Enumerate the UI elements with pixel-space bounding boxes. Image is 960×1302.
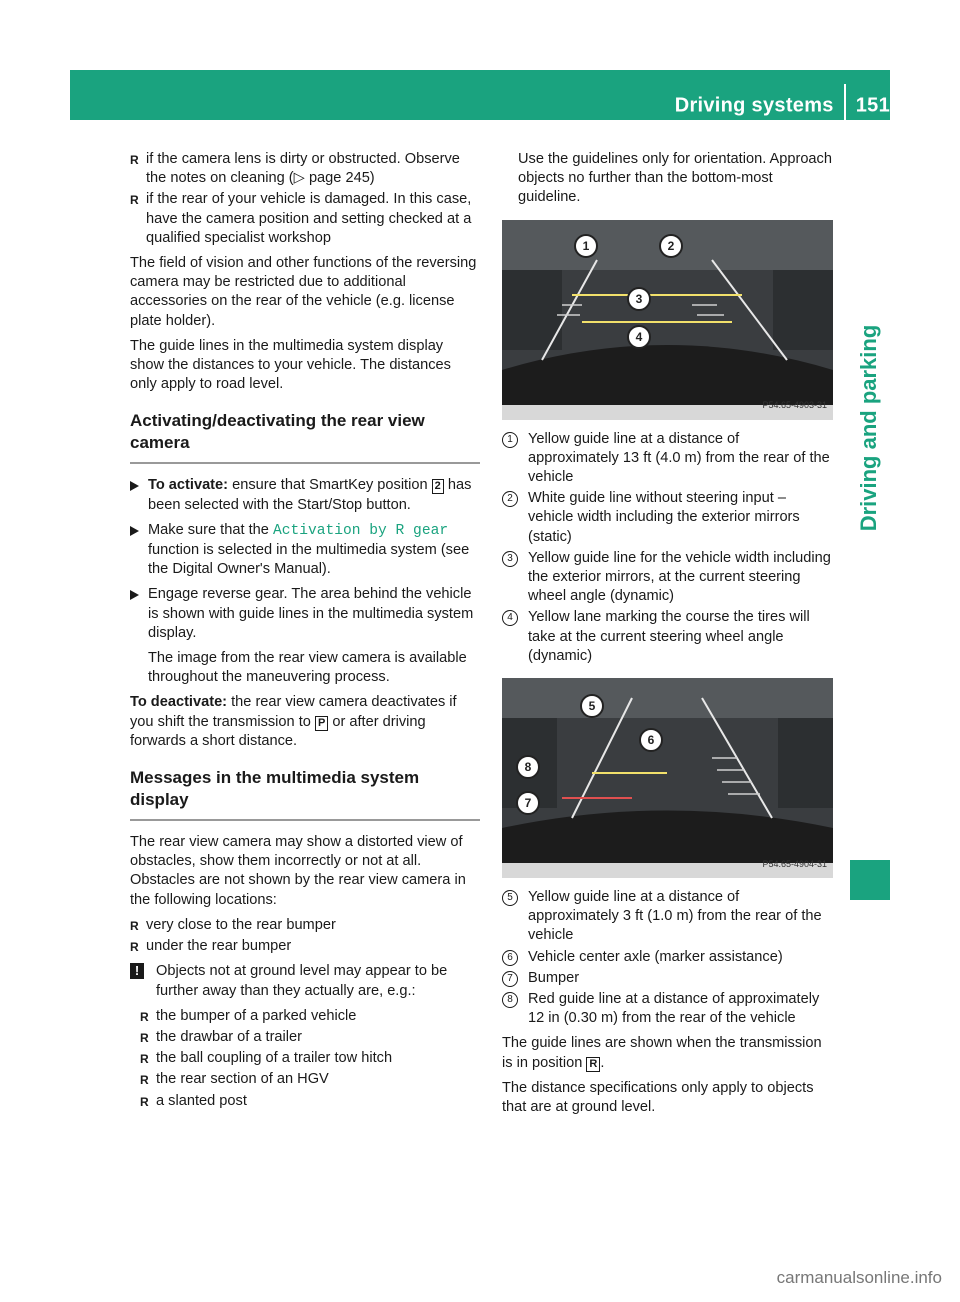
paragraph: Use the guidelines only for orientation. Approach objects no further than the bottom-most guideline. bbox=[518, 151, 832, 206]
gear-position-box: R bbox=[586, 1057, 600, 1072]
camera-image-1 bbox=[502, 220, 833, 420]
callout-4: 4 bbox=[627, 325, 651, 349]
camera-image-2 bbox=[502, 678, 833, 878]
list-item: R the ball coupling of a trailer tow hitch bbox=[130, 1049, 480, 1068]
gear-position-box: P bbox=[315, 716, 328, 731]
list-item: R the drawbar of a trailer bbox=[130, 1028, 480, 1047]
legend-item: 8 Red guide line at a distance of approximately 12 in (0.30 m) from the rear of the vehicle bbox=[502, 990, 834, 1028]
list-item: R if the rear of your vehicle is damaged. In this case, have the camera position and setting checked at a qualified specialist workshop bbox=[130, 190, 480, 248]
function-name: Activation by R gear bbox=[272, 522, 449, 539]
legend-item: 3 Yellow guide line for the vehicle width including the exterior mirrors, at the current steering wheel angle (dynamic) bbox=[502, 549, 834, 607]
legend-item: 2 White guide line without steering input – vehicle width including the exterior mirrors (static) bbox=[502, 489, 834, 547]
warning-note: ! Objects not at ground level may appear to be further away than they actually are, e.g.: bbox=[130, 962, 480, 1000]
legend-item: 1 Yellow guide line at a distance of approximately 13 ft (4.0 m) from the rear of the vehicle bbox=[502, 430, 834, 488]
step-item: Engage reverse gear. The area behind the vehicle is shown with guide lines in the multimedia system display. The image from the rear view camera is available throughout the maneuvering process. bbox=[130, 585, 480, 687]
legend-item: 5 Yellow guide line at a distance of approximately 3 ft (1.0 m) from the rear of the vehicle bbox=[502, 888, 834, 946]
key-position-box: 2 bbox=[432, 479, 444, 494]
legend-item: 7 Bumper bbox=[502, 969, 834, 988]
section-heading: Activating/deactivating the rear view camera bbox=[130, 410, 480, 464]
callout-1: 1 bbox=[574, 234, 598, 258]
paragraph: The rear view camera may show a distorted view of obstacles, show them incorrectly or not at all. Obstacles are not shown by the rear view camera in the following locations: bbox=[130, 834, 466, 908]
callout-7: 7 bbox=[516, 791, 540, 815]
step-item: To activate: ensure that SmartKey position 2 has been selected with the Start/Stop button. bbox=[130, 476, 480, 514]
list-item: R a slanted post bbox=[130, 1092, 480, 1111]
side-tab-marker bbox=[850, 860, 890, 900]
paragraph: The distance specifications only apply to objects that are at ground level. bbox=[502, 1079, 814, 1116]
callout-2: 2 bbox=[659, 234, 683, 258]
step-item: Make sure that the Activation by R gear function is selected in the multimedia system (see the Digital Owner's Manual). bbox=[130, 521, 480, 580]
legend-item: 6 Vehicle center axle (marker assistance) bbox=[502, 948, 834, 967]
left-column bbox=[130, 150, 480, 1113]
page-number: 151 bbox=[855, 94, 890, 117]
paragraph: The field of vision and other functions of the reversing camera may be restricted due to additional accessories on the rear of the vehicle (e.g. license plate holder). bbox=[130, 255, 477, 329]
paragraph: To deactivate: the rear view camera deactivates if you shift the transmission to P or after driving forwards a short distance. bbox=[130, 694, 457, 749]
callout-6: 6 bbox=[639, 728, 663, 752]
right-column bbox=[502, 150, 834, 1123]
list-item: R under the rear bumper bbox=[130, 937, 480, 956]
section-title: Driving systems bbox=[674, 94, 834, 117]
list-item: R very close to the rear bumper bbox=[130, 916, 480, 935]
callout-5: 5 bbox=[580, 694, 604, 718]
callout-3: 3 bbox=[627, 287, 651, 311]
list-item: R the bumper of a parked vehicle bbox=[130, 1007, 480, 1026]
legend-item: 4 Yellow lane marking the course the tires will take at the current steering wheel angle (dynamic) bbox=[502, 608, 834, 666]
image-caption: P54.65-4903-31 bbox=[762, 400, 827, 411]
list-item: R if the camera lens is dirty or obstructed. Observe the notes on cleaning (▷ page 245) bbox=[130, 150, 480, 188]
paragraph: The guide lines are shown when the transmission is in position R . bbox=[502, 1035, 822, 1071]
list-item: R the rear section of an HGV bbox=[130, 1070, 480, 1089]
image-caption: P54.65-4904-31 bbox=[762, 858, 827, 869]
section-heading: Messages in the multimedia system display bbox=[130, 767, 480, 821]
paragraph: The guide lines in the multimedia system display show the distances to your vehicle. The distances only apply to road level. bbox=[130, 337, 451, 393]
side-tab-label: Driving and parking bbox=[856, 324, 881, 532]
watermark: carmanualsonline.info bbox=[776, 1268, 942, 1287]
warning-icon: ! bbox=[130, 963, 144, 979]
header bbox=[675, 88, 890, 124]
callout-8: 8 bbox=[516, 755, 540, 779]
header-separator bbox=[844, 84, 846, 120]
